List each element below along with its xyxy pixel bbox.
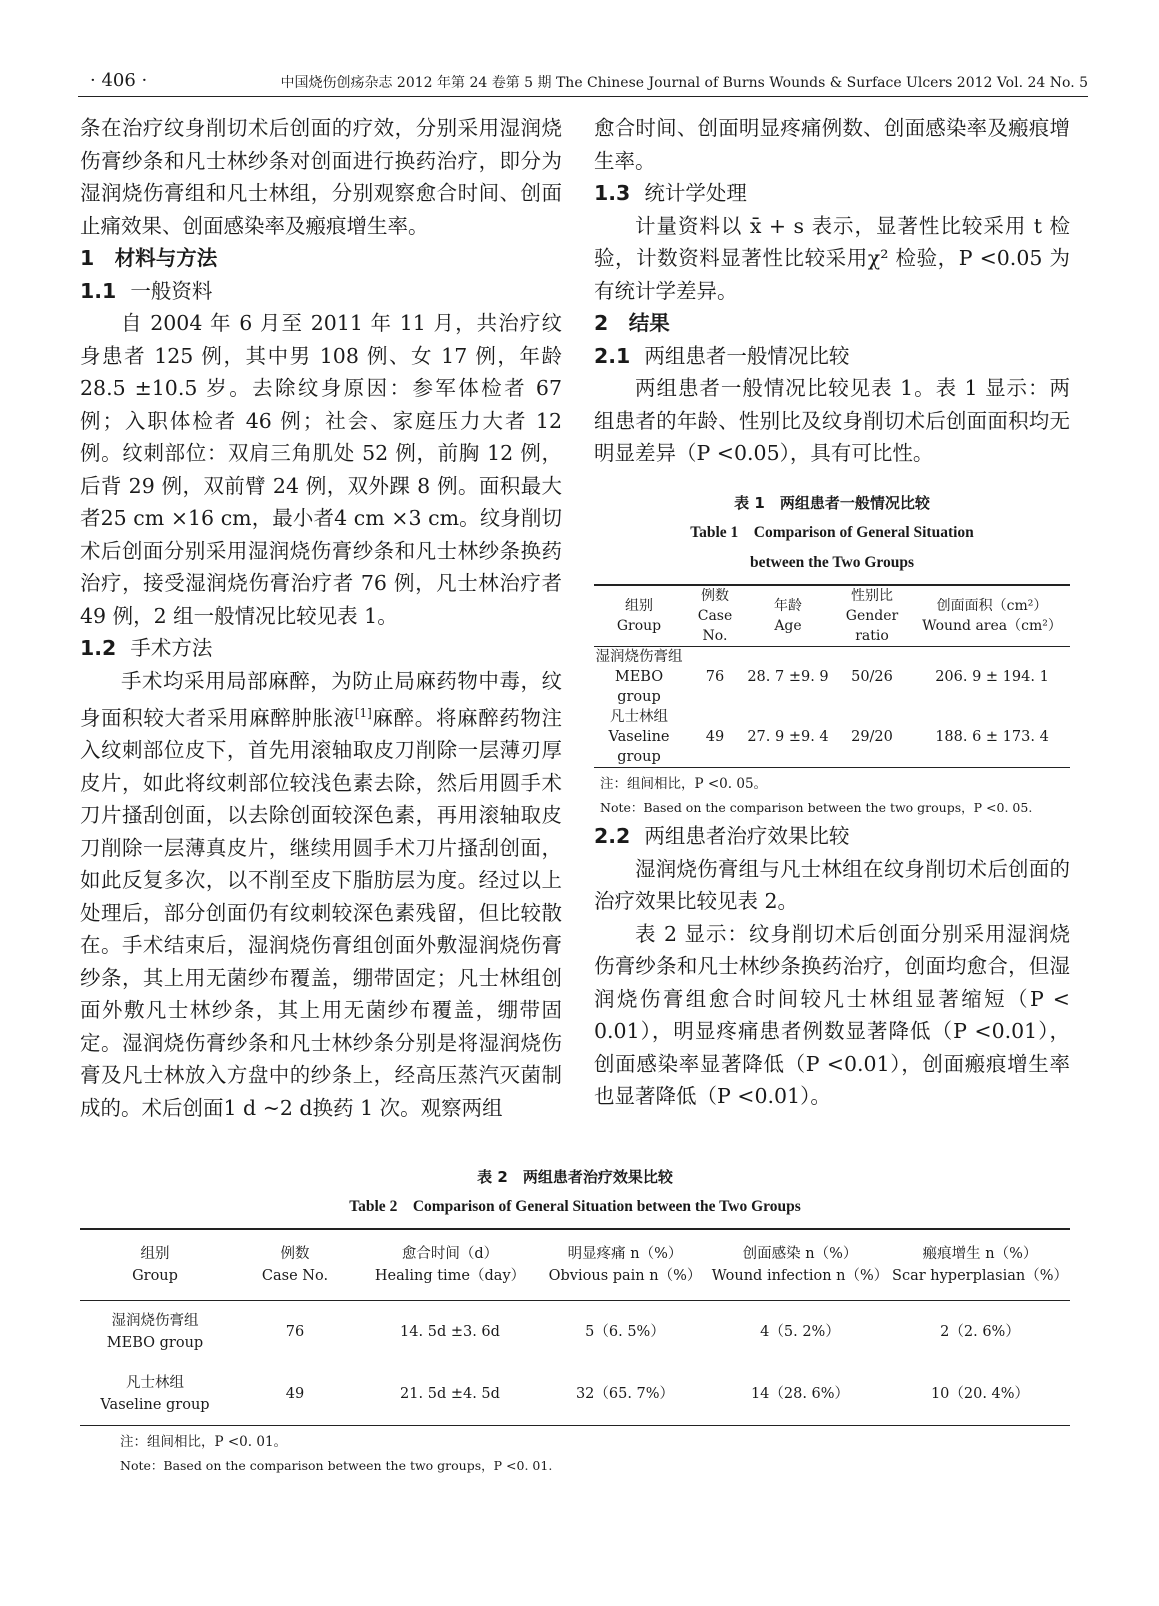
note-en: Note：Based on the comparison between the two groups，P <0. 05. bbox=[600, 800, 1033, 815]
table-2 bbox=[80, 1228, 1070, 1426]
section-number: 1.2 bbox=[80, 636, 117, 660]
ratio-cell: 50/26 bbox=[851, 669, 893, 685]
healing-cell: 14. 5d ±3. 6d bbox=[400, 1324, 500, 1340]
continued-paragraph: 愈合时间、创面明显疼痛例数、创面感染率及瘢痕增生率。 bbox=[594, 116, 1070, 173]
note-en: Note：Based on the comparison between the two groups，P <0. 01. bbox=[120, 1458, 553, 1473]
infection-cell: 4（5. 2%） bbox=[760, 1324, 840, 1340]
column-header: 瘢痕增生 n（%） Scar hyperplasian（%） bbox=[892, 1246, 1068, 1284]
column-header: 例数 Case No. bbox=[261, 1246, 329, 1284]
section-number: 2.2 bbox=[594, 824, 631, 848]
note-cn: 注：组间相比，P <0. 01。 bbox=[120, 1434, 288, 1450]
age-cell: 28. 7 ±9. 9 bbox=[747, 669, 829, 685]
section-title: 一般资料 bbox=[130, 278, 213, 303]
running-header bbox=[78, 62, 1088, 97]
general-comparison-paragraph: 两组患者一般情况比较见表 1。表 1 显示：两组患者的年龄、性别比及纹身削切术后创面面积均无明显差异（P <0.05），具有可比性。 bbox=[594, 376, 1070, 465]
results-paragraph: 表 2 显示：纹身削切术后创面分别采用湿润烧伤膏纱条和凡士林纱条换药治疗，创面均愈合，但湿润烧伤膏组愈合时间较凡士林组显著缩短（P < 0.01），明显疼痛患者例数显著降低（P <0.01），创面感染率显著降低（P <0.01），创面瘢痕增生率也显著降低（P <0.01）。 bbox=[594, 921, 1070, 1108]
section-number: 1.3 bbox=[594, 181, 631, 205]
table-row bbox=[80, 1363, 1070, 1426]
section-1-1-heading bbox=[80, 275, 562, 308]
column-header: 创面感染 n（%） Wound infection n（%） bbox=[711, 1246, 889, 1284]
paragraph-text: 手术均采用局部麻醉，为防止局麻药物中毒，纹身面积较大者采用麻醉肿胀液 bbox=[80, 668, 562, 730]
right-column bbox=[594, 112, 1070, 470]
area-cell: 188. 6 ± 173. 4 bbox=[935, 729, 1049, 745]
section-2-2-heading bbox=[594, 820, 1070, 853]
table-1-caption-en: Table 1 Comparison of General Situation bbox=[690, 524, 974, 541]
column-header: 性别比 Gender ratio bbox=[845, 588, 899, 644]
journal-title: 中国烧伤创疡杂志 2012 年第 24 卷第 5 期 The Chinese Journal of Burns Wounds & Surface Ulcers 2012 Vol. 24 No. 5 bbox=[280, 75, 1088, 91]
column-header: 组别 Group bbox=[616, 598, 662, 634]
table-2-block bbox=[80, 1162, 1070, 1478]
column-header: 例数 Case No. bbox=[697, 588, 733, 644]
surgery-method-paragraph bbox=[80, 665, 562, 1125]
table-1-note bbox=[594, 772, 1070, 820]
general-data-paragraph: 自 2004 年 6 月至 2011 年 11 月，共治疗纹身患者 125 例，其中男 108 例、女 17 例，年龄 28.5 ±10.5 岁。去除纹身原因：参军体检者 67 例；入职体检者 46 例；社会、家庭压力大者 12 例。纹刺部位：双肩三角肌处 52 例，前胸 12 例，后背 29 例，双前臂 24 例，双外踝 8 例。面积最大者25 cm ×16 cm，最小者4 cm ×3 cm。纹身削切术后创面分别采用湿润烧伤膏纱条和凡士林纱条换药治疗，接受湿润烧伤膏治疗者 76 例，凡士林治疗者 49 例，2 组一般情况比较见表 1。 bbox=[80, 311, 562, 628]
group-cell: 凡士林组 Vaseline group bbox=[608, 709, 670, 765]
table-1-caption-en: between the Two Groups bbox=[749, 554, 915, 571]
scar-cell: 10（20. 4%） bbox=[930, 1386, 1030, 1402]
table-header-row bbox=[594, 585, 1070, 647]
infection-cell: 14（28. 6%） bbox=[750, 1386, 850, 1402]
section-2-1-heading bbox=[594, 340, 1070, 373]
intro-paragraph: 条在治疗纹身削切术后创面的疗效，分别采用湿润烧伤膏纱条和凡士林纱条对创面进行换药治疗，即分为湿润烧伤膏组和凡士林组，分别观察愈合时间、创面止痛效果、创面感染率及瘢痕增生率。 bbox=[80, 116, 562, 238]
page-number: · 406 · bbox=[90, 70, 148, 91]
section-title: 手术方法 bbox=[130, 636, 213, 660]
table-1-caption-cn: 表 1 两组患者一般情况比较 bbox=[734, 494, 930, 512]
section-1-heading: 1 材料与方法 bbox=[80, 246, 218, 270]
scar-cell: 2（2. 6%） bbox=[940, 1324, 1020, 1340]
pain-cell: 32（65. 7%） bbox=[575, 1386, 675, 1402]
effect-comparison-paragraph: 湿润烧伤膏组与凡士林组在纹身削切术后创面的治疗效果比较见表 2。 bbox=[594, 856, 1070, 913]
section-2-heading: 2 结果 bbox=[594, 311, 670, 335]
section-1-2-heading bbox=[80, 632, 562, 665]
cases-cell: 76 bbox=[705, 669, 725, 685]
reference-marker: [1] bbox=[354, 706, 372, 720]
pain-cell: 5（6. 5%） bbox=[585, 1324, 665, 1340]
paragraph-text: 麻醉。将麻醉药物注入纹刺部位皮下，首先用滚轴取皮刀削除一层薄刃厚皮片，如此将纹刺部位较浅色素去除，然后用圆手术刀片搔刮创面，以去除创面较深色素，再用滚轴取皮刀削除一层薄真皮片，继续用圆手术刀片搔刮创面，如此反复多次，以不削至皮下脂肪层为度。经过以上处理后，部分创面仍有纹刺较深色素残留，但比较散在。手术结束后，湿润烧伤膏组创面外敷湿润烧伤膏纱条，其上用无菌纱布覆盖，绷带固定；凡士林组创面外敷凡士林纱条，其上用无菌纱布覆盖，绷带固定。湿润烧伤膏纱条和凡士林纱条分别是将湿润烧伤膏及凡士林放入方盘中的纱条上，经高压蒸汽灭菌制成的。术后创面1 d ~2 d换药 1 次。观察两组 bbox=[80, 705, 563, 1120]
group-cell: 湿润烧伤膏组 MEBO group bbox=[106, 1313, 204, 1351]
section-number: 1.1 bbox=[80, 278, 117, 303]
group-cell: 凡士林组 Vaseline group bbox=[100, 1375, 210, 1413]
age-cell: 27. 9 ±9. 4 bbox=[747, 729, 829, 745]
statistics-paragraph: 计量资料以 x̄ + s 表示，显著性比较采用 t 检验，计数资料显著性比较采用χ² 检验，P <0.05 为有统计学差异。 bbox=[594, 213, 1070, 303]
table-row bbox=[594, 707, 1070, 768]
cases-cell: 49 bbox=[705, 729, 725, 745]
note-cn: 注：组间相比，P <0. 05。 bbox=[600, 776, 768, 792]
section-title: 两组患者一般情况比较 bbox=[644, 343, 850, 368]
table-row bbox=[594, 647, 1070, 708]
column-header: 年龄 Age bbox=[774, 598, 802, 634]
column-header: 明显疼痛 n（%） Obvious pain n（%） bbox=[548, 1246, 702, 1284]
table-1 bbox=[594, 584, 1070, 768]
cases-cell: 76 bbox=[285, 1324, 305, 1340]
section-1-3-heading bbox=[594, 177, 1070, 210]
table-1-block bbox=[594, 488, 1070, 820]
column-header: 愈合时间（d） Healing time（day） bbox=[374, 1246, 526, 1284]
cases-cell: 49 bbox=[285, 1386, 305, 1402]
table-row bbox=[80, 1301, 1070, 1364]
group-cell: 湿润烧伤膏组 MEBO group bbox=[595, 649, 683, 705]
column-header: 创面面积（cm²） Wound area（cm²） bbox=[922, 598, 1062, 634]
table-2-note bbox=[80, 1430, 1070, 1478]
section-number: 2.1 bbox=[594, 343, 631, 368]
section-title: 两组患者治疗效果比较 bbox=[644, 824, 850, 848]
section-title: 统计学处理 bbox=[644, 181, 747, 205]
table-header-row bbox=[80, 1229, 1070, 1301]
column-header: 组别 Group bbox=[132, 1246, 178, 1284]
table-2-caption-cn: 表 2 两组患者治疗效果比较 bbox=[477, 1168, 673, 1186]
table-2-caption-en: Table 2 Comparison of General Situation between the Two Groups bbox=[349, 1198, 801, 1215]
ratio-cell: 29/20 bbox=[851, 729, 893, 745]
right-column-lower bbox=[594, 820, 1070, 1113]
healing-cell: 21. 5d ±4. 5d bbox=[400, 1386, 500, 1402]
area-cell: 206. 9 ± 194. 1 bbox=[935, 669, 1049, 685]
left-column bbox=[80, 112, 562, 1124]
